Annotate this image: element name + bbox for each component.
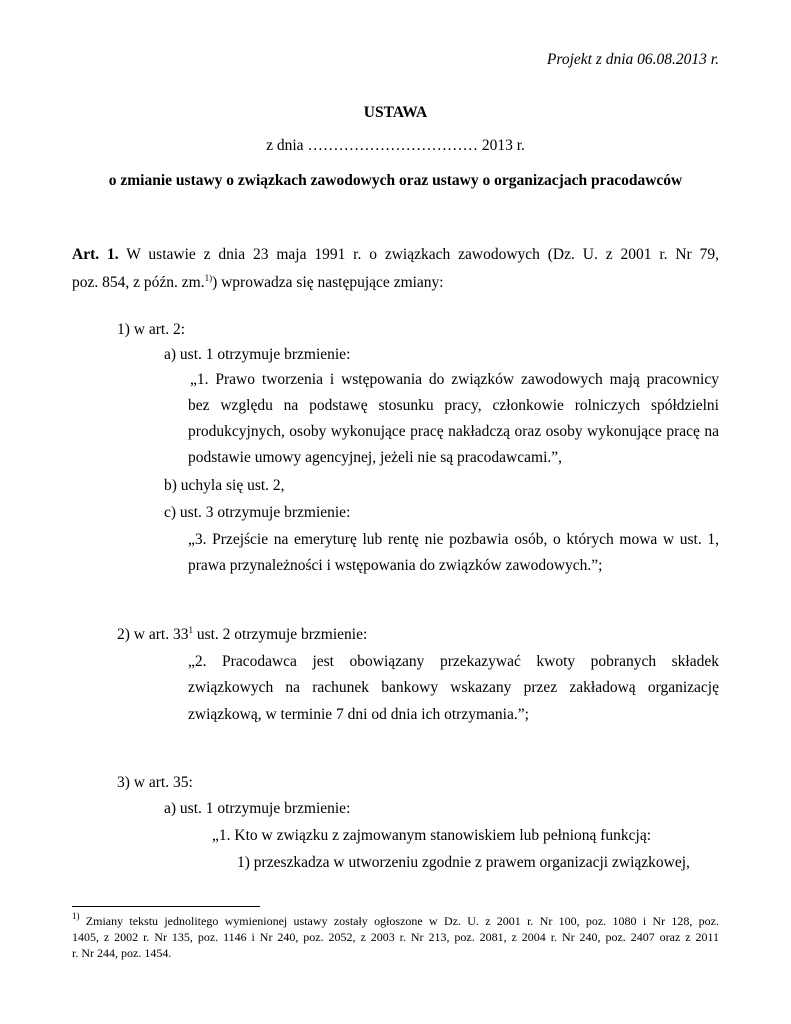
art1-intro-line1: Art. 1. W ustawie z dnia 23 maja 1991 r. o związkach zawodowych (Dz. U. z 2001 r. Nr 79, (72, 246, 719, 263)
item3-label: 3) w art. 35: (117, 774, 193, 791)
item3-a-label: a) ust. 1 otrzymuje brzmienie: (164, 800, 351, 817)
item3-point1: 1) przeszkadza w utworzeniu zgodnie z prawem organizacji związkowej, (237, 854, 690, 871)
item1-a-quote-line3: produkcyjnych, osoby wykonujące pracę nakładczą oraz osoby wykonujące pracę na (188, 423, 719, 440)
item1-a-label: a) ust. 1 otrzymuje brzmienie: (164, 346, 351, 363)
document-date-line: z dnia …………………………… 2013 r. (266, 137, 525, 154)
document-subject: o zmianie ustawy o związkach zawodowych oraz ustawy o organizacjach pracodawców (108, 172, 683, 189)
item2-quote-line2: związkowych na rachunek bankowy wskazany przez zakładową organizację (188, 679, 719, 696)
item1-a-quote-line4: podstawie umowy agencyjnej, jeżeli nie są pracodawcami.”, (188, 449, 563, 466)
item2-quote-line1: „2. Pracodawca jest obowiązany przekazywać kwoty pobranych składek (188, 653, 719, 670)
footnote-line1: $^{1)}$ Zmiany tekstu jednolitego wymienionej ustawy zostały ogłoszone w Dz. U. z 2001 r. Nr 100, poz. 1080 i Nr 128, poz. (72, 911, 719, 928)
art1-label: Art. 1. (72, 246, 119, 263)
footnote-line3: r. Nr 244, poz. 1454. (72, 946, 172, 960)
footnote-marker: 1) (72, 911, 80, 921)
footnote-line2: 1405, z 2002 r. Nr 135, poz. 1146 i Nr 240, poz. 2052, z 2003 r. Nr 213, poz. 2081, z 2004 r. Nr 240, poz. 2407 oraz z 2011 (72, 930, 719, 944)
item1-label: 1) w art. 2: (117, 321, 186, 338)
item1-b-label: b) uchyla się ust. 2, (164, 477, 285, 494)
art1-intro-line2: poz. 854, z późn. zm.$^{1)}$) wprowadza się następujące zmiany: (72, 273, 444, 291)
item2-label: 2) w art. $33^1$ ust. 2 otrzymuje brzmienie: (117, 625, 368, 643)
project-date: Projekt z dnia 06.08.2013 r. (546, 51, 719, 68)
item1-c-quote-line1: „3. Przejście na emeryturę lub rentę nie pozbawia osób, o których mowa w ust. 1, (188, 531, 719, 548)
item1-a-quote-line2: bez względu na podstawę stosunku pracy, członkowie rolniczych spółdzielni (188, 397, 719, 414)
item2-quote-line3: związkową, w terminie 7 dni od dnia ich otrzymania.”; (188, 706, 529, 723)
footnote-reference: 1) (204, 273, 213, 283)
item1-a-quote-line1: „1. Prawo tworzenia i wstępowania do związków zawodowych mają pracownicy (190, 371, 719, 388)
document-title: USTAWA (363, 104, 428, 121)
item1-c-quote-line2: prawa przynależności i wstępowania do związków zawodowych.”; (188, 557, 603, 574)
item3-a-quote: „1. Kto w związku z zajmowanym stanowiskiem lub pełnioną funkcją: (212, 827, 652, 844)
item1-c-label: c) ust. 3 otrzymuje brzmienie: (164, 504, 351, 521)
footnote-separator (72, 906, 260, 907)
